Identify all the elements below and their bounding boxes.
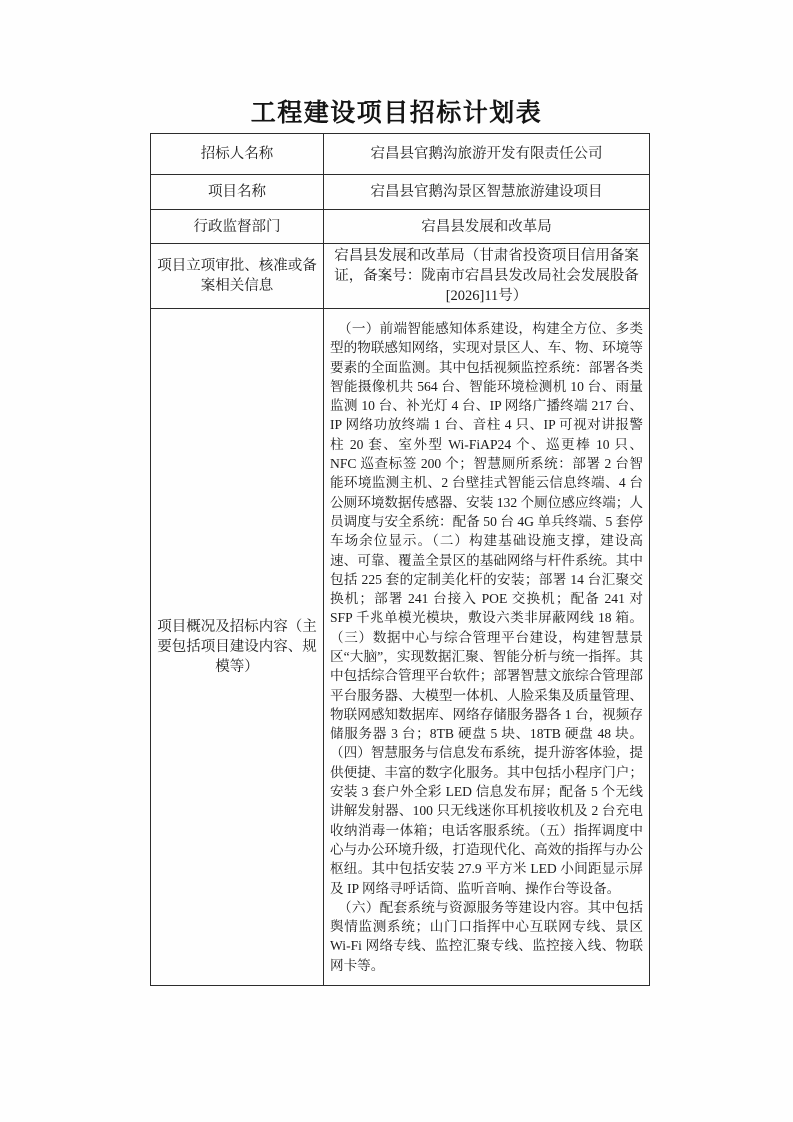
row-value-approval-info: 宕昌县发展和改革局（甘肃省投资项目信用备案证，备案号：陇南市宕昌县发改局社会发展股备[2026]11号） [324, 244, 650, 309]
row-value-supervising-department: 宕昌县发展和改革局 [324, 210, 650, 244]
table-row-supervising-department [151, 210, 650, 244]
overview-paragraph-section-6: （六）配套系统与资源服务等建设内容。其中包括舆情监测系统；山门口指挥中心互联网专线、景区 Wi-Fi 网络专线、监控汇聚专线、监控接入线、物联网卡等。 [330, 899, 643, 973]
row-label-bidder-name: 招标人名称 [151, 134, 324, 175]
row-label-supervising-department: 行政监督部门 [151, 210, 324, 244]
row-value-bidder-name: 宕昌县官鹅沟旅游开发有限责任公司 [324, 134, 650, 175]
document-title: 工程建设项目招标计划表 [250, 100, 543, 127]
table-row-approval-info [151, 244, 650, 309]
table-row-bidder-name [151, 134, 650, 175]
table-row-project-name [151, 175, 650, 210]
bidding-plan-table [150, 133, 650, 986]
table-row-project-overview [151, 309, 650, 986]
row-label-project-overview: 项目概况及招标内容（主要包括项目建设内容、规模等） [151, 309, 324, 986]
overview-paragraph-sections-1-to-5: （一）前端智能感知体系建设，构建全方位、多类型的物联感知网络，实现对景区人、车、物、环境等要素的全面监测。其中包括视频监控系统：部署各类智能摄像机共 564 台、智能环境检测机 10 台、雨量监测 10 台、补光灯 4 台、IP 网络广播终端 217 台、IP 网络功放终端 1 台、音柱 4 只、IP 可视对讲报警柱 20 套、室外型 Wi-FiAP24 个、巡更棒 10 只、NFC 巡查标签 200 个；智慧厕所系统：部署 2 台智能环境监测主机、2 台壁挂式智能云信息终端、4 台公厕环境数据传感器、安装 132 个厕位感应终端；人员调度与安全系统：配备 50 台 4G 单兵终端、5 套停车场余位显示。（二）构建基础设施支撑，建设高速、可靠、覆盖全景区的基础网络与杆件系统。其中包括 225 套的定制美化杆的安装；部署 14 台汇聚交换机；部署 241 台接入 POE 交换机；配备 241 对 SFP 千兆单模光模块，敷设六类非屏蔽网线 18 箱。（三）数据中心与综合管理平台建设，构建智慧景区“大脑”，实现数据汇聚、智能分析与统一指挥。其中包括综合管理平台软件；部署智慧文旅综合管理部平台服务器、大模型一体机、人脸采集及质量管理、物联网感知数据库、网络存储服务器各 1 台，视频存储服务器 3 台；8TB 硬盘 5 块、18TB 硬盘 48 块。（四）智慧服务与信息发布系统，提升游客体验，提供便捷、丰富的数字化服务。其中包括小程序门户；安装 3 套户外全彩 LED 信息发布屏；配备 5 个无线讲解发射器、100 只无线迷你耳机接收机及 2 台充电收纳消毒一体箱；电话客服系统。（五）指挥调度中心与办公环境升级，打造现代化、高效的指挥与办公枢纽。其中包括安装 27.9 平方米 LED 小间距显示屏及 IP 网络寻呼话筒、监听音响、操作台等设备。 [330, 320, 643, 896]
row-label-project-name: 项目名称 [151, 175, 324, 210]
row-value-project-overview [324, 309, 650, 986]
row-label-approval-info: 项目立项审批、核准或备案相关信息 [151, 244, 324, 309]
row-value-project-name: 宕昌县官鹅沟景区智慧旅游建设项目 [324, 175, 650, 210]
